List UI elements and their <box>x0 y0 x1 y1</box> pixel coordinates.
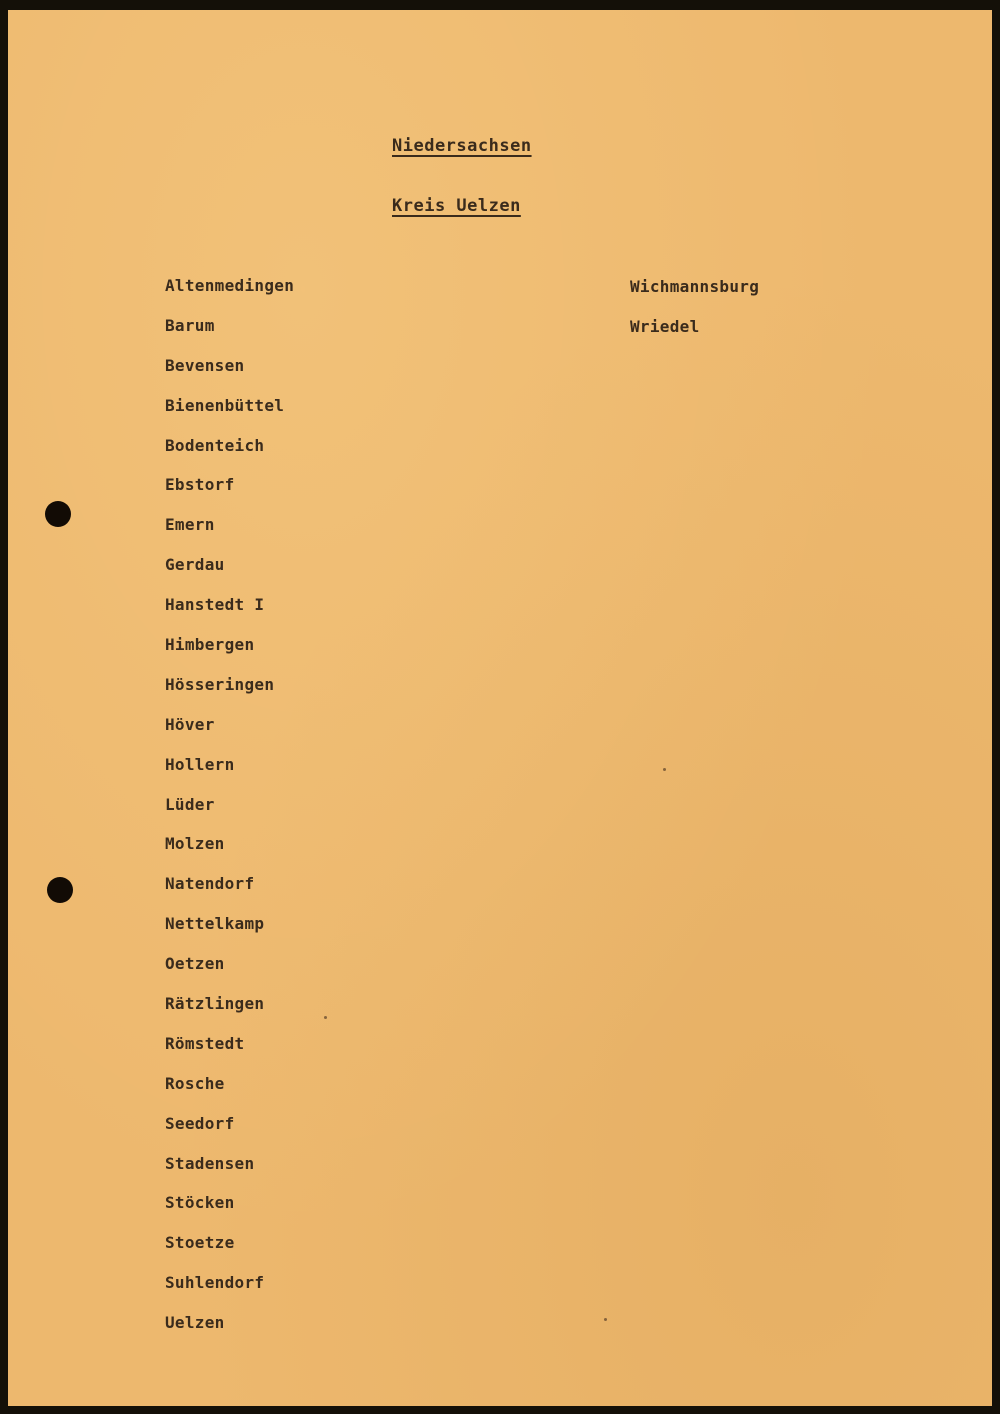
paper-speck <box>604 1318 607 1321</box>
place-list-right <box>630 276 759 356</box>
place-name: Seedorf <box>165 1113 235 1133</box>
state-heading: Niedersachsen <box>392 136 532 156</box>
punch-hole-bottom <box>47 877 73 903</box>
place-name: Stadensen <box>165 1153 255 1173</box>
place-name: Rätzlingen <box>165 994 265 1014</box>
place-name: Bodenteich <box>165 435 265 455</box>
place-name: Stoetze <box>165 1233 235 1253</box>
place-name: Gerdau <box>165 555 225 575</box>
place-name: Hösseringen <box>165 674 275 694</box>
district-heading: Kreis Uelzen <box>392 196 521 216</box>
place-name: Natendorf <box>165 874 255 894</box>
place-name: Höver <box>165 714 215 734</box>
place-name: Emern <box>165 515 215 535</box>
place-name: Hanstedt I <box>165 595 265 615</box>
place-name: Bienenbüttel <box>165 395 285 415</box>
place-name: Lüder <box>165 794 215 814</box>
place-name: Barum <box>165 315 215 335</box>
paper-speck <box>663 768 666 771</box>
place-name: Rosche <box>165 1073 225 1093</box>
place-name: Himbergen <box>165 635 255 655</box>
place-name: Wriedel <box>630 316 700 336</box>
punch-hole-top <box>45 501 71 527</box>
place-name: Uelzen <box>165 1313 225 1333</box>
document-page <box>8 10 992 1406</box>
place-name: Ebstorf <box>165 475 235 495</box>
place-name: Suhlendorf <box>165 1273 265 1293</box>
place-name: Altenmedingen <box>165 276 295 295</box>
place-name: Oetzen <box>165 954 225 974</box>
place-name: Stöcken <box>165 1193 235 1213</box>
paper-speck <box>324 1016 327 1019</box>
place-name: Molzen <box>165 834 225 854</box>
place-name: Nettelkamp <box>165 914 265 934</box>
place-list-left <box>165 275 294 1352</box>
place-name: Wichmannsburg <box>630 277 760 296</box>
place-name: Römstedt <box>165 1033 245 1053</box>
place-name: Hollern <box>165 754 235 774</box>
place-name: Bevensen <box>165 355 245 375</box>
